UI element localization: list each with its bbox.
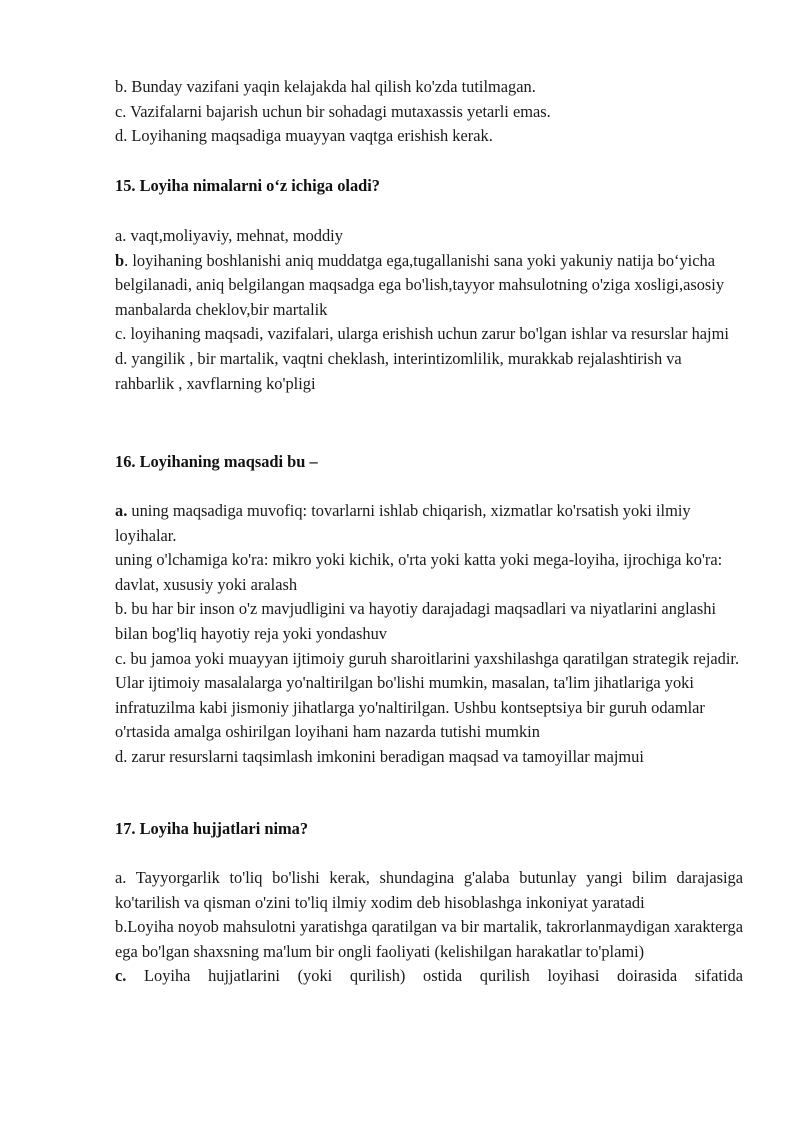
q15-option-b-label: b (115, 250, 125, 270)
q16-option-d: d. zarur resurslarni taqsimlash imkonini beradigan maqsad va tamoyillar majmui (115, 746, 644, 766)
q14-option-b: b. Bunday vazifani yaqin kelajakda hal qilish ko'zda tutilmagan. (115, 77, 536, 96)
q16-question: 16. Loyihaning maqsadi bu – (115, 452, 318, 471)
q16-block (115, 450, 743, 475)
q17-option-a: a. Tayyorgarlik to'liq bo'lishi kerak, shundagina g'alaba butunlay yangi bilim darajasiga ko'tarilish va qisman o'zini to'liq ilmiy xodim deb hisoblashga inkoniyat yaratadi (115, 868, 743, 912)
q15-block (115, 174, 743, 199)
q16-options (115, 499, 743, 770)
q17-option-b: b.Loyiha noyob mahsulotni yaratishga qaratilgan va bir martalik, takrorlanmaydigan xarakterga ega bo'lgan shaxsning ma'lum bir ongli faoliyati (kelishilgan harakatlar to'plami) (115, 917, 743, 961)
q15-question: 15. Loyiha nimalarni o‘z ichiga oladi? (115, 176, 381, 195)
q15-option-c: c. loyihaning maqsadi, vazifalari, ularga erishish uchun zarur bo'lgan ishlar va resurslar hajmi (115, 324, 729, 344)
q17-option-c-text: Loyiha hujjatlarini (yoki qurilish) ostida qurilish loyihasi doirasida sifatida (126, 966, 743, 986)
q16-option-a-text: uning maqsadiga muvofiq: tovarlarni ishlab chiqarish, xizmatlar ko'rsatish yoki ilmiy loyihalar. (115, 501, 691, 545)
q17-options (115, 866, 743, 989)
q15-options (115, 224, 743, 396)
q14-options (115, 75, 743, 149)
q15-option-d: d. yangilik , bir martalik, vaqtni cheklash, interintizomlilik, murakkab rejalashtirish va rahbarlik , xavflarning ko'pligi (115, 348, 682, 393)
q17-block (115, 817, 743, 842)
q15-option-b-text: . loyihaning boshlanishi aniq muddatga ega,tugallanishi sana yoki yakuniy natija bo‘yicha belgilanadi, aniq belgilangan maqsadga ega bo'lish,tayyor mahsulotning o'ziga xosligi,asosiy manbalarda cheklov,bir martalik (115, 250, 725, 319)
q16-option-a-label: a. (115, 501, 128, 520)
q14-option-c: c. Vazifalarni bajarish uchun bir sohadagi mutaxassis yetarli emas. (115, 101, 551, 121)
q17-question: 17. Loyiha hujjatlari nima? (115, 819, 309, 838)
q16-option-b: b. bu har bir inson o'z mavjudligini va hayotiy darajadagi maqsadlari va niyatlarini anglashi bilan bog'liq hayotiy reja yoki yondashuv (115, 599, 717, 643)
q16-option-a (115, 499, 743, 548)
q14-option-d: d. Loyihaning maqsadiga muayyan vaqtga erishish kerak. (115, 126, 493, 146)
q17-option-c-label: c. (115, 966, 127, 986)
q15-option-b (115, 249, 743, 323)
q16-option-a-continued: uning o'lchamiga ko'ra: mikro yoki kichik, o'rta yoki katta yoki mega-loyiha, ijrochiga ko'ra: davlat, xususiy yoki aralash (115, 550, 723, 594)
q16-option-c: c. bu jamoa yoki muayyan ijtimoiy guruh sharoitlarini yaxshilashga qaratilgan strategik rejadir. Ular ijtimoiy masalalarga yo'naltirilgan bo'lishi mumkin, masalan, ta'lim jihatlariga yoki infratuzilma kabi jismoniy jihatlarga yo'naltirilgan. Ushbu kontseptsiya bir guruh odamlar o'rtasida amalga oshirilgan loyihani ham nazarda tutishi mumkin (115, 648, 740, 742)
q17-option-c (115, 964, 743, 989)
q15-option-a: a. vaqt,moliyaviy, mehnat, moddiy (115, 226, 343, 245)
